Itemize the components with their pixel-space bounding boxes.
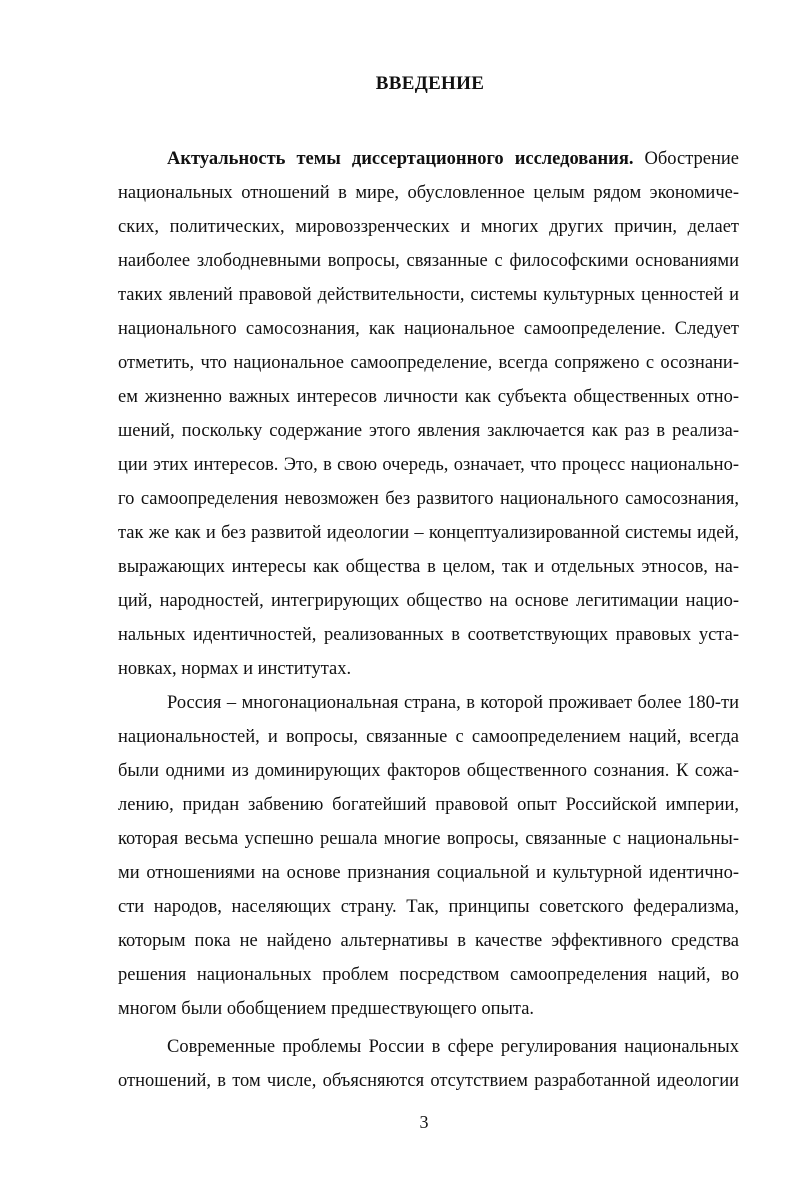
- text-line: которая весьма успешно решала многие вопросы, связанные с национальны-: [118, 829, 739, 849]
- text-line: таких явлений правовой действительности, системы культурных ценностей и: [118, 285, 739, 305]
- text-line: ции этих интересов. Это, в свою очередь, означает, что процесс национально-: [118, 455, 739, 475]
- text-line: ских, политических, мировоззренческих и многих других причин, делает: [118, 217, 739, 237]
- text-line: национального самосознания, как национальное самоопределение. Следует: [118, 319, 739, 339]
- text-line: которым пока не найдено альтернативы в качестве эффективного средства: [118, 931, 739, 951]
- text-line: сти народов, населяющих страну. Так, принципы советского федерализма,: [118, 897, 739, 917]
- paragraph-1-lead: Актуальность темы диссертационного исследования.: [167, 149, 634, 169]
- paragraph-1-lead-rest: Обострение: [633, 149, 740, 169]
- text-line: ций, народностей, интегрирующих общество на основе легитимации нацио-: [118, 591, 739, 611]
- text-line: шений, поскольку содержание этого явления заключается как раз в реализа-: [118, 421, 739, 441]
- text-line: новках, нормах и институтах.: [118, 659, 352, 679]
- text-line: решения национальных проблем посредством самоопределения наций, во: [118, 965, 739, 985]
- paragraph-1-line-1: [167, 146, 739, 172]
- section-heading: ВВЕДЕНИЕ: [375, 73, 485, 94]
- text-line: ми отношениями на основе признания социальной и культурной идентично-: [118, 863, 739, 883]
- text-line: выражающих интересы как общества в целом, так и отдельных этносов, на-: [118, 557, 739, 577]
- text-line: нальных идентичностей, реализованных в соответствующих правовых уста-: [118, 625, 739, 645]
- text-line: ем жизненно важных интересов личности как субъекта общественных отно-: [118, 387, 739, 407]
- page-number: 3: [419, 1112, 429, 1132]
- text-line: так же как и без развитой идеологии – концептуализированной системы идей,: [118, 523, 739, 543]
- text-line: отношений, в том числе, объясняются отсутствием разработанной идеологии: [118, 1071, 739, 1091]
- text-line: Россия – многонациональная страна, в которой проживает более 180-ти: [167, 693, 739, 713]
- text-line: многом были обобщением предшествующего опыта.: [118, 999, 535, 1019]
- text-line: национальностей, и вопросы, связанные с самоопределением наций, всегда: [118, 727, 739, 747]
- text-line: го самоопределения невозможен без развитого национального самосознания,: [118, 489, 739, 509]
- text-line: отметить, что национальное самоопределение, всегда сопряжено с осознани-: [118, 353, 739, 373]
- text-line: Современные проблемы России в сфере регулирования национальных: [167, 1037, 739, 1057]
- text-line: были одними из доминирующих факторов общественного сознания. К сожа-: [118, 761, 739, 781]
- text-line: лению, придан забвению богатейший правовой опыт Российской империи,: [118, 795, 739, 815]
- text-line: наиболее злободневными вопросы, связанные с философскими основаниями: [118, 251, 739, 271]
- text-line: национальных отношений в мире, обусловленное целым рядом экономиче-: [118, 183, 739, 203]
